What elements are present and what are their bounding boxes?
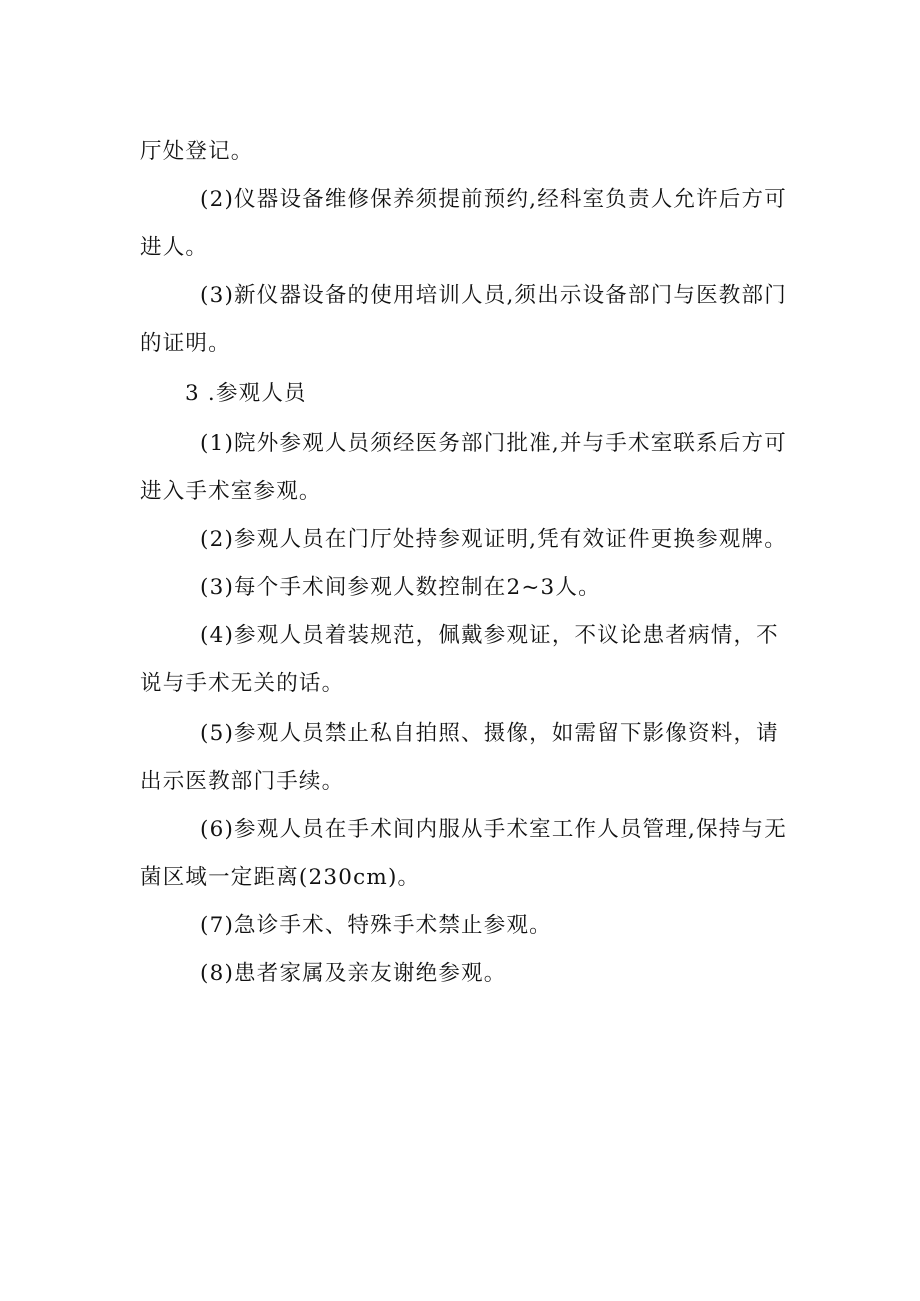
paragraph-visitor-item-5: (5)参观人员禁止私自拍照、摄像，如需留下影像资料，请出示医教部门手续。	[140, 721, 779, 794]
paragraph-item-2-maintenance: (2)仪器设备维修保养须提前预约,经科室负责人允许后方可进人。	[140, 187, 787, 260]
section-heading-visitors: 3 .参观人员	[185, 381, 307, 406]
paragraph-visitor-item-4: (4)参观人员着装规范，佩戴参观证，不议论患者病情，不说与手术无关的话。	[140, 623, 779, 696]
paragraph-continuation: 厅处登记。	[140, 139, 254, 164]
paragraph-visitor-item-8: (8)患者家属及亲友谢绝参观。	[200, 961, 507, 986]
paragraph-visitor-item-1: (1)院外参观人员须经医务部门批准,并与手术室联系后方可进入手术室参观。	[140, 431, 787, 504]
paragraph-visitor-item-7: (7)急诊手术、特殊手术禁止参观。	[200, 913, 552, 938]
paragraph-visitor-item-3: (3)每个手术间参观人数控制在2~3人。	[200, 575, 601, 600]
paragraph-item-3-training: (3)新仪器设备的使用培训人员,须出示设备部门与医教部门的证明。	[140, 283, 787, 356]
paragraph-visitor-item-2: (2)参观人员在门厅处持参观证明,凭有效证件更换参观牌。	[200, 527, 787, 552]
paragraph-visitor-item-6: (6)参观人员在手术间内服从手术室工作人员管理,保持与无菌区域一定距离(230cm)。	[140, 817, 787, 890]
